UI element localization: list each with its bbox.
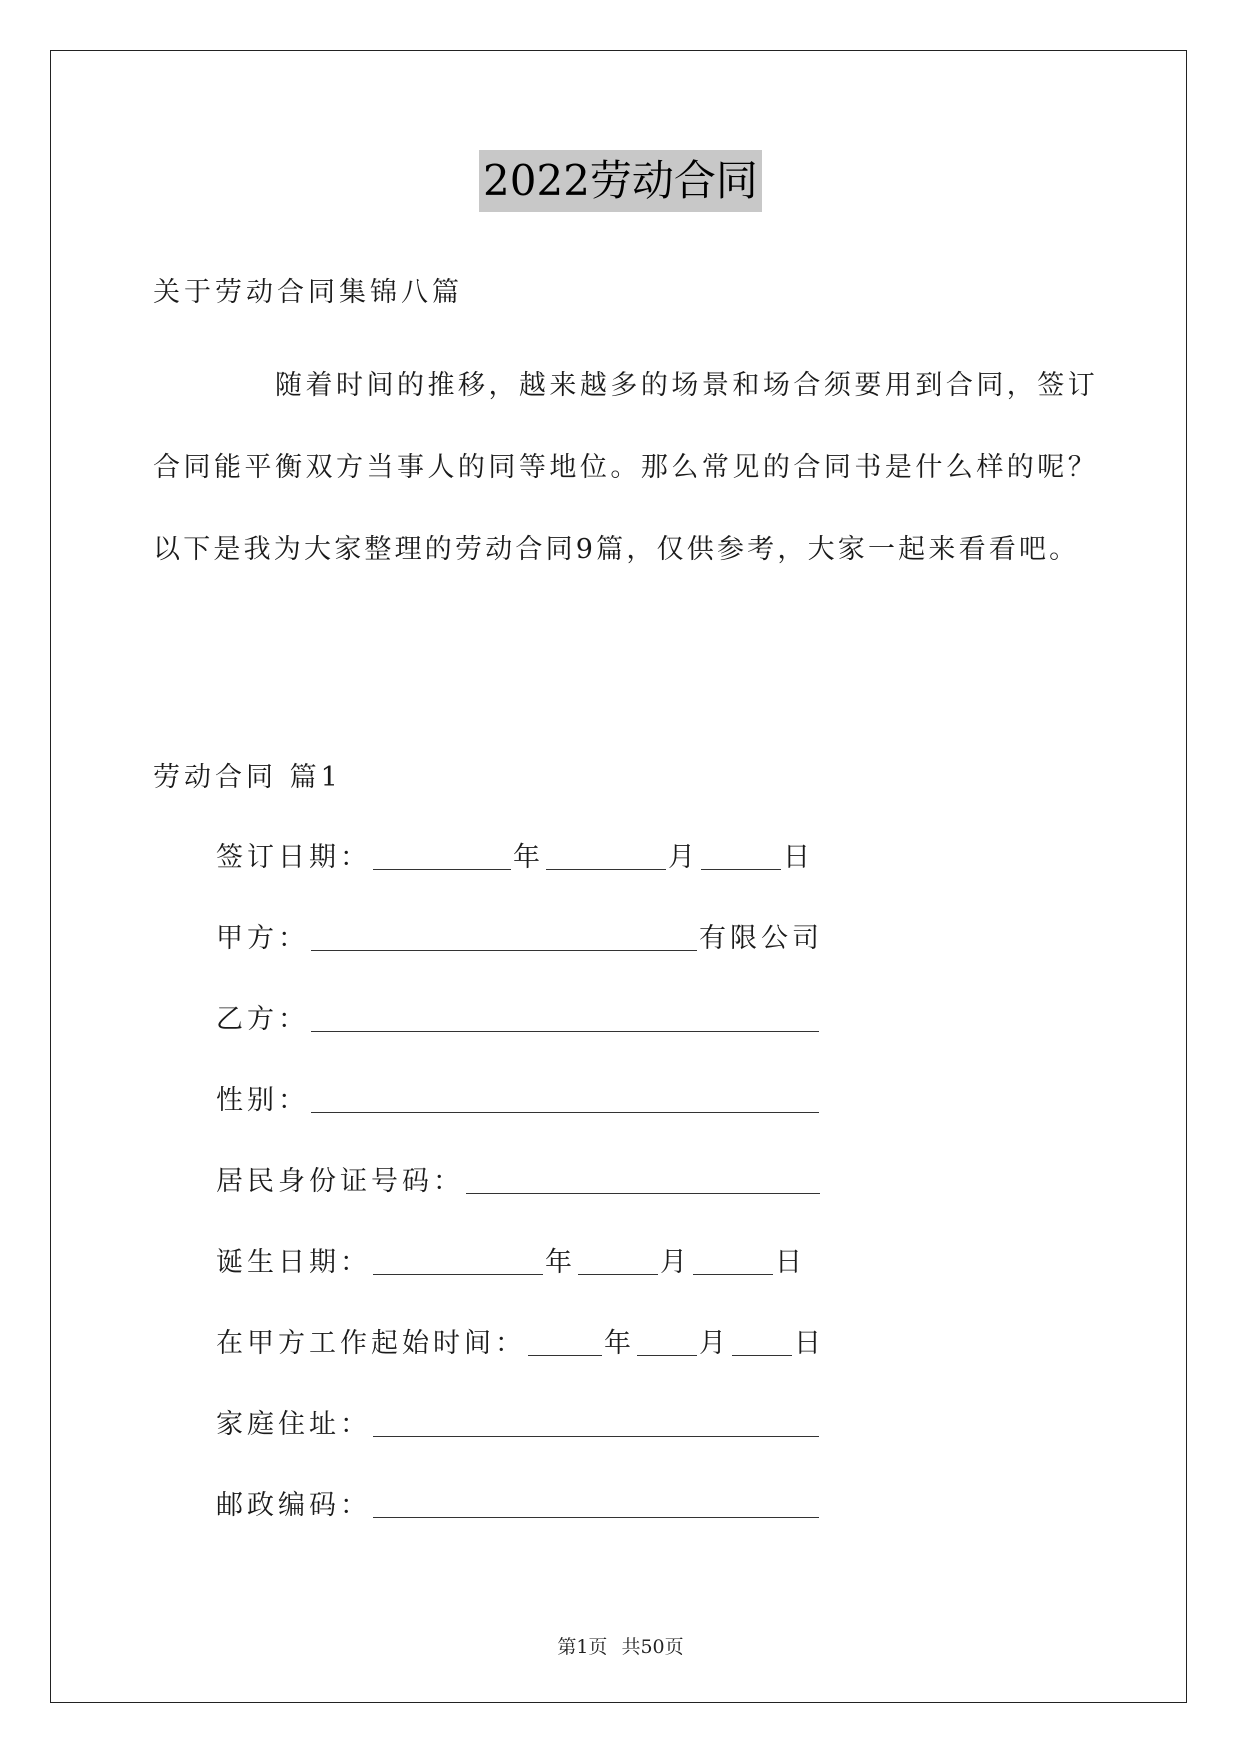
id-number-blank[interactable]	[466, 1171, 820, 1194]
day-label: 日	[783, 842, 814, 873]
intro-paragraph: 随着时间的推移，越来越多的场景和场合须要用到合同，签订合同能平衡双方当事人的同等地位。那么常见的合同书是什么样的呢？以下是我为大家整理的劳动合同9篇，仅供参考，大家一起来看看吧。	[153, 370, 1098, 565]
page-total: 共50页	[621, 1636, 684, 1658]
birth-date-label: 诞生日期：	[216, 1247, 371, 1278]
address-blank[interactable]	[373, 1414, 819, 1437]
birth-date-field	[216, 1240, 806, 1279]
start-month-blank[interactable]	[637, 1333, 697, 1356]
sign-date-field	[216, 835, 814, 874]
address-label: 家庭住址：	[216, 1409, 371, 1440]
birth-year-blank[interactable]	[373, 1252, 543, 1275]
birth-month-blank[interactable]	[578, 1252, 658, 1275]
id-number-field	[216, 1159, 822, 1198]
sign-year-blank[interactable]	[373, 847, 511, 870]
party-b-field	[216, 997, 821, 1036]
start-time-field	[216, 1321, 825, 1360]
sign-date-label: 签订日期：	[216, 842, 371, 873]
postcode-label: 邮政编码：	[216, 1490, 371, 1521]
party-a-blank[interactable]	[311, 928, 697, 951]
sign-day-blank[interactable]	[701, 847, 781, 870]
title-container	[0, 150, 1241, 212]
postcode-field	[216, 1483, 821, 1522]
document-title: 2022劳动合同	[479, 150, 762, 212]
year-label: 年	[545, 1247, 576, 1278]
page-footer	[0, 1632, 1241, 1659]
party-b-blank[interactable]	[311, 1009, 819, 1032]
party-b-label: 乙方：	[216, 1004, 309, 1035]
party-a-field	[216, 916, 823, 955]
month-label: 月	[660, 1247, 691, 1278]
postcode-blank[interactable]	[373, 1495, 819, 1518]
day-label: 日	[775, 1247, 806, 1278]
party-a-suffix: 有限公司	[699, 923, 823, 954]
start-time-label: 在甲方工作起始时间：	[216, 1328, 526, 1359]
sign-month-blank[interactable]	[546, 847, 666, 870]
gender-field	[216, 1078, 821, 1117]
year-label: 年	[604, 1328, 635, 1359]
start-day-blank[interactable]	[732, 1333, 792, 1356]
id-number-label: 居民身份证号码：	[216, 1166, 464, 1197]
month-label: 月	[668, 842, 699, 873]
page-number: 第1页	[557, 1636, 608, 1658]
birth-day-blank[interactable]	[693, 1252, 773, 1275]
party-a-label: 甲方：	[216, 923, 309, 954]
start-year-blank[interactable]	[528, 1333, 602, 1356]
address-field	[216, 1402, 821, 1441]
gender-label: 性别：	[216, 1085, 309, 1116]
gender-blank[interactable]	[311, 1090, 819, 1113]
year-label: 年	[513, 842, 544, 873]
subtitle: 关于劳动合同集锦八篇	[153, 277, 463, 308]
month-label: 月	[699, 1328, 730, 1359]
section-heading: 劳动合同 篇1	[153, 762, 342, 793]
day-label: 日	[794, 1328, 825, 1359]
